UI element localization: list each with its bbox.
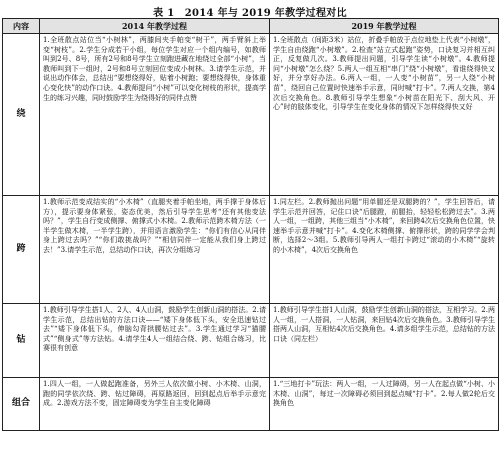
cell-2014: 1.教师引导学生搭1人、2人、4人山洞，鼓励学生创新山洞的搭法。2.请学生示范，总结出钻的方法口诀——“矮下身体低下头，安全迅速钻过去”“矮下身体低下头，伸脑勾背拱腰钻过去”。3.学生通过学习“猫腰式”“侧身式”等方法钻。4.请学生4人一组结合绕、跨、钻组合练习，比赛很有创意 bbox=[40, 304, 270, 378]
cell-2019: 1.“三地打卡”玩法：两人一组，一人过障碍，另一人在起点做“小树、小木椅、山洞”，每过一次障碍必须回到起点喊“打卡”。2.每人做2轮后交换角色 bbox=[270, 378, 499, 431]
cell-2014: 1.四人一组，一人做起跑准备，另外三人依次做小树、小木椅、山洞，跑的同学依次绕、跨、钻过障碍，再原路返回，回到起点后举手示意完成。2.游戏方法不变，固定障碍变为学生自主变化障碍 bbox=[40, 378, 270, 431]
cell-2014: 1.全班散点站位当“小树林”，两膝间夹手帕变“树干”，两手臂斜上举变“树枝”。2.学生分成若干小组，每位学生对应一个组内编号，如教师叫到2号、8号，所有2号和8号学生立刻跑进藏在地绕过全部“小树”，当教师叫到下一组时，2号和8号立刻回位变成小树林。3.请学生示范，并说出动作体会，总结出“要想绕得好，贴着小树跑；要想绕得快，身体重心变化快”的动作口诀。4.教师提问“小树”可以变化树枝的形状，提高学生的练习兴趣，同时鼓励学生为绕得好的同伴点赞 bbox=[40, 34, 270, 196]
cell-2014: 1.教师示范变成结实的“小木椅”（直腿夹着手帕坐地，两手撑于身体后方），提示要身体紧张，姿态优美，然后引导学生思考“还有其他变法吗？”，学生自行变成侧撑、俯撑式小木椅。2.教师示范跨木椅方法（一半学生做木椅，一半学生跨），并用语言激励学生：“你们有信心从同伴身上跨过去吗？”“你们敢挑战吗？”“相信同伴一定能从我们身上跨过去！”3.请学生示范，总结动作口诀，再次分组练习 bbox=[40, 196, 270, 304]
cell-2019: 1.教师引导学生搭1人山洞，鼓励学生创新山洞的搭法，互相学习。2.两人一组，一人搭洞，一人钻洞，来回钻4次后交换角色。3.教师引导学生搭两人山洞，互相钻4次后交换角色。4.请多组学生示范，总结钻的方法口诀（同左栏） bbox=[270, 304, 499, 378]
header-content: 内容 bbox=[3, 19, 40, 34]
cell-2019: 1.同左栏。2.教师抛出问题“用单腿还是双腿跨的？”，学生回答后，请学生示范并回答，记住口诀“后腿蹬，前腿抬，轻轻松松跨过去”。3.两人一组，一组跨，其他三组当“小木椅”，来回跨4次后交换角色位置，快速举手示意并喊“打卡”。4.变化木椅侧撑、俯撑形状，跨的同学学会判断，选择2～3组。5.教师引导两人一组打卡跨过“滚动的小木椅”“旋转的小木椅”，4次后交换角色 bbox=[270, 196, 499, 304]
table-header-row bbox=[3, 19, 499, 34]
row-label: 绕 bbox=[3, 34, 40, 196]
row-label: 钻 bbox=[3, 304, 40, 378]
table-row bbox=[3, 34, 499, 196]
table-row bbox=[3, 304, 499, 378]
table-row bbox=[3, 196, 499, 304]
comparison-table bbox=[2, 18, 499, 431]
header-2019: 2019 年教学过程 bbox=[270, 19, 499, 34]
table-title: 表 1 2014 年与 2019 年教学过程对比 bbox=[153, 8, 347, 19]
row-label: 跨 bbox=[3, 196, 40, 304]
header-2014: 2014 年教学过程 bbox=[40, 19, 270, 34]
table-row bbox=[3, 378, 499, 431]
row-label: 组合 bbox=[3, 378, 40, 431]
cell-2019: 1.全班散点（间距3米）站位，折叠手帕放于点位地垫上代表“小树墩”，学生自由绕跑“小树墩”。2.检查“站立式起跑”姿势，口诀复习并相互纠正，反复做几次。3.教师提出问题，引导学生读“小树墩”。4.教师提问“小树墩”怎么绕？5.两人一组互相“串门”绕“小树墩”，看谁绕得快又好，并分享好办法。6.两人一组，一人变“小树苗”，另一人绕“小树苗”，绕回自己位置时快速举手示意，同时喊“打卡”。7.两人交换，第4次后交换角色。8.教师引导学生想象“小树苗在阳光下、刮大风、开心”时的肢体变化，引导学生在变化身体的情况下怎样绕得快又好 bbox=[270, 34, 499, 196]
